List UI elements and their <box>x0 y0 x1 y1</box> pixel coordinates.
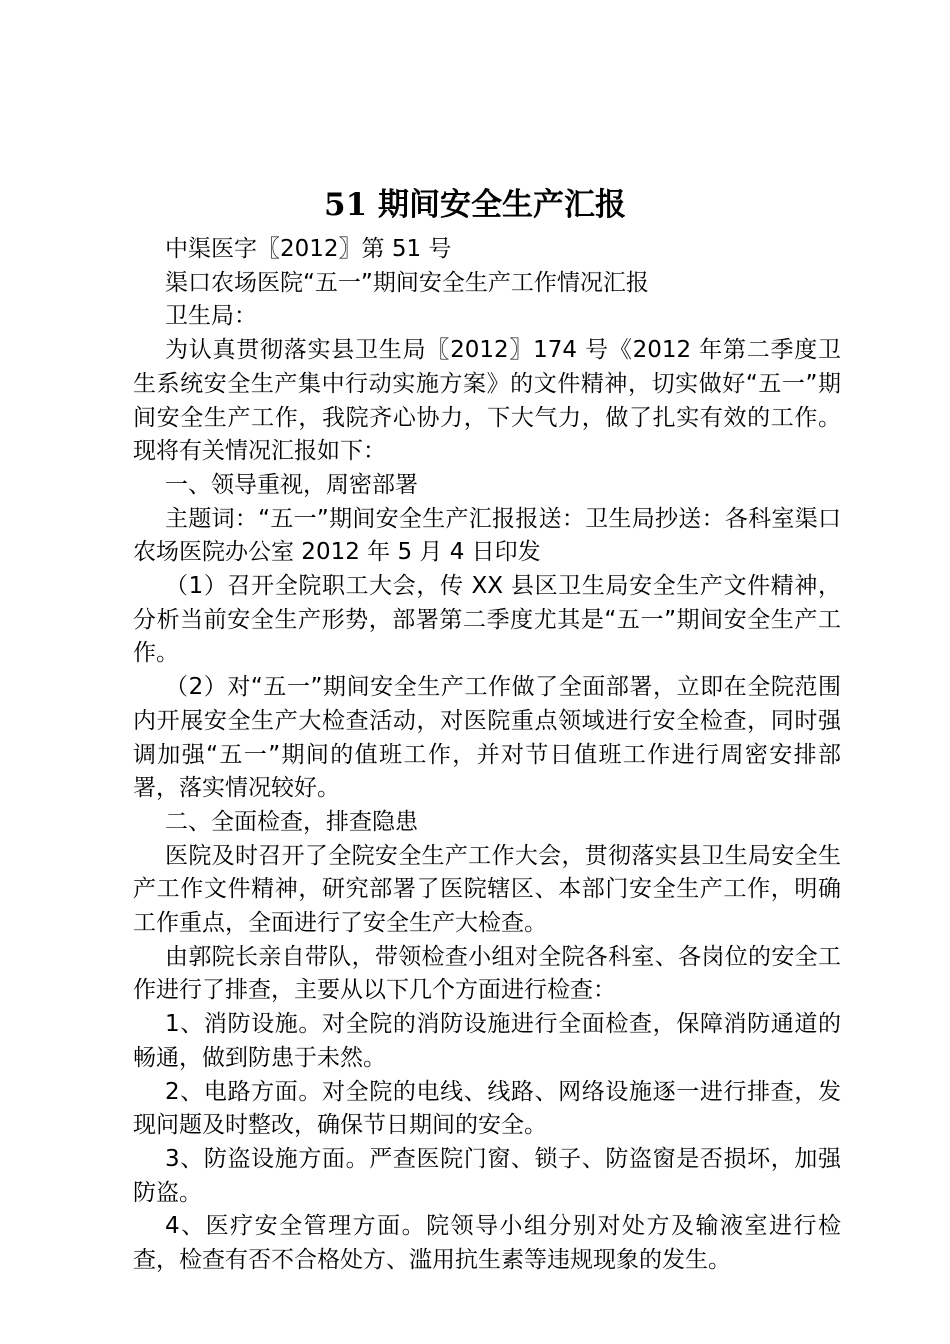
paragraph-meeting: 医院及时召开了全院安全生产工作大会，贯彻落实县卫生局安全生产工作文件精神，研究部署了医院辖区、本部门安全生产工作，明确工作重点，全面进行了安全生产大检查。 <box>133 842 841 937</box>
doc-number: 中渠医字〖2012〗第 51 号 <box>165 236 452 262</box>
paragraph-item-2: （2）对“五一”期间安全生产工作做了全面部署，立即在全院范围内开展安全生产大检查活动，对医院重点领域进行安全检查，同时强调加强“五一”期间的值班工作，并对节日值班工作进行周密安排部署，落实情况较好。 <box>133 674 841 802</box>
check-item-medical: 4、医疗安全管理方面。院领导小组分别对处方及输液室进行检查，检查有否不合格处方、滥用抗生素等违规现象的发生。 <box>133 1213 841 1274</box>
check-item-circuit: 2、电路方面。对全院的电线、线路、网络设施逐一进行排查，发现问题及时整改，确保节日期间的安全。 <box>133 1078 841 1139</box>
intro-paragraph: 为认真贯彻落实县卫生局〖2012〗174 号《2012 年第二季度卫生系统安全生产集中行动实施方案》的文件精神，切实做好“五一”期间安全生产工作，我院齐心协力，下大气力，做了扎实有效的工作。现将有关情况汇报如下： <box>133 337 841 465</box>
paragraph-item-1: （1）召开全院职工大会，传 XX 县区卫生局安全生产文件精神，分析当前安全生产形势，部署第二季度尤其是“五一”期间安全生产工作。 <box>133 573 841 667</box>
document-body <box>133 233 841 1278</box>
section-heading-2: 二、全面检查，排查隐患 <box>165 808 418 835</box>
section-heading-1: 一、领导重视，周密部署 <box>165 471 418 498</box>
report-heading: 渠口农场医院“五一”期间安全生产工作情况汇报 <box>165 269 649 296</box>
check-item-fire: 1、消防设施。对全院的消防设施进行全面检查，保障消防通道的畅通，做到防患于未然。 <box>133 1011 841 1071</box>
subject-line: 主题词：“五一”期间安全生产汇报报送：卫生局抄送：各科室渠口农场医院办公室 2012 年 5 月 4 日印发 <box>133 505 841 566</box>
addressee: 卫生局： <box>165 303 257 330</box>
paragraph-inspection: 由郭院长亲自带队，带领检查小组对全院各科室、各岗位的安全工作进行了排查，主要从以下几个方面进行检查： <box>133 943 841 1004</box>
document-title: 51 期间安全生产汇报 <box>324 187 626 223</box>
check-item-theft: 3、防盗设施方面。严查医院门窗、锁子、防盗窗是否损坏，加强防盗。 <box>133 1145 841 1206</box>
